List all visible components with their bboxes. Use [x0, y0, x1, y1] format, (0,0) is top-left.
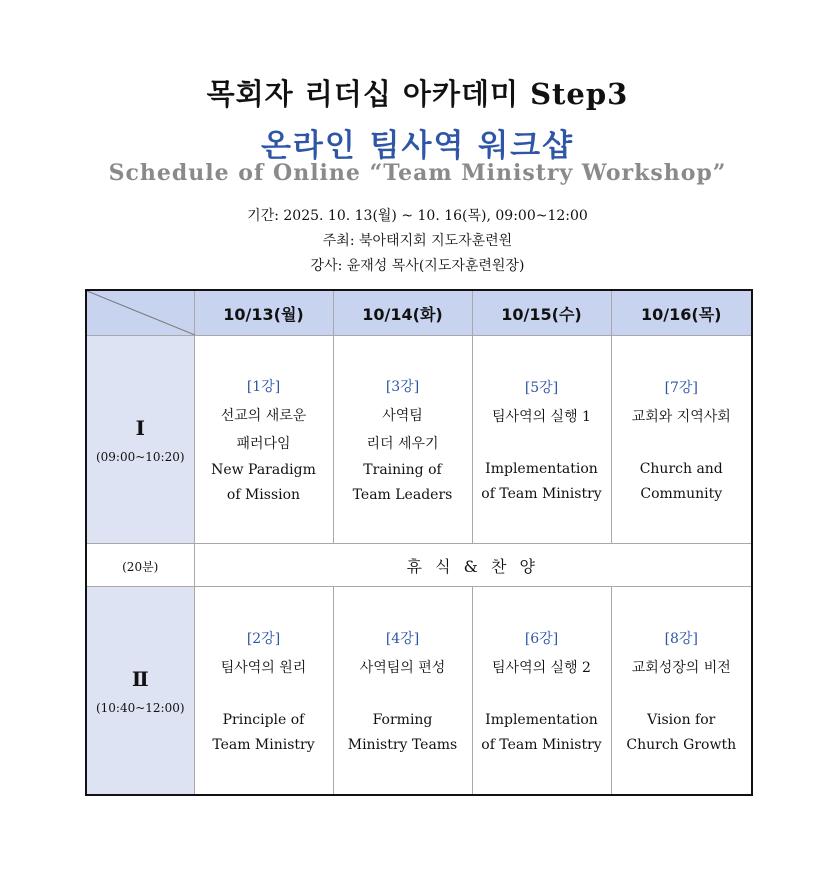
- day-header: 10/15(수): [472, 290, 611, 336]
- lecture-number: [2강]: [246, 630, 281, 647]
- lecture-title-eng: of Mission: [226, 486, 301, 503]
- break-label: 휴 식 & 찬 양: [194, 544, 752, 587]
- break-duration: (20분): [86, 544, 194, 587]
- lecture-number: [8강]: [664, 630, 698, 647]
- lecture-cell: [611, 336, 752, 544]
- lecture-number: [6강]: [524, 630, 559, 647]
- lecture-title-kor: 리더 세우기: [366, 435, 439, 452]
- page-subtitle: 온라인 팀사역 워크샵: [260, 128, 575, 164]
- day-header: 10/16(목): [611, 290, 752, 336]
- lecture-number: [3강]: [385, 378, 420, 395]
- lecture-title-kor: 사역팀: [382, 407, 423, 424]
- lecture-cell: [194, 336, 333, 544]
- lecture-cell: [472, 587, 611, 796]
- lecture-title-kor: 패러다임: [236, 435, 291, 452]
- lecture-number: [4강]: [385, 630, 420, 647]
- lecture-title-eng: of Team Ministry: [481, 736, 602, 753]
- session-label-cell: [86, 336, 194, 544]
- lecture-number: [5강]: [524, 379, 559, 396]
- lecture-title-eng: Team Ministry: [212, 736, 315, 753]
- session-number: Ⅱ: [131, 666, 149, 691]
- lecture-title-eng: Community: [640, 485, 723, 502]
- lecture-title-eng: Church and: [639, 460, 723, 477]
- lecture-title-eng: of Team Ministry: [481, 485, 602, 502]
- lecture-title-eng: Forming: [372, 711, 433, 728]
- lecture-title-kor: 팀사역의 실행 2: [492, 659, 591, 676]
- english-title: Schedule of Online “Team Ministry Workshop”: [108, 160, 727, 186]
- info-host: 주최: 북아태지회 지도자훈련원: [322, 233, 513, 249]
- session-time: (10:40~12:00): [95, 700, 185, 715]
- lecture-title-eng: Church Growth: [626, 736, 737, 753]
- lecture-title-eng: Implementation: [485, 711, 598, 728]
- header-row: [86, 290, 752, 336]
- lecture-cell: [611, 587, 752, 796]
- lecture-title-eng: Implementation: [485, 460, 598, 477]
- session-number: Ⅰ: [135, 415, 145, 440]
- lecture-title-eng: Training of: [363, 461, 442, 478]
- page-title: 목회자 리더십 아카데미 Step3: [206, 77, 629, 111]
- session-label-cell: [86, 587, 194, 796]
- lecture-title-kor: 선교의 새로운: [220, 407, 307, 424]
- lecture-title-eng: Principle of: [222, 711, 305, 728]
- lecture-title-kor: 팀사역의 원리: [220, 659, 307, 676]
- info-speaker: 강사: 윤재성 목사(지도자훈련원장): [310, 258, 525, 274]
- info-period: 기간: 2025. 10. 13(월) ~ 10. 16(목), 09:00~12:00: [247, 208, 588, 224]
- lecture-title-kor: 팀사역의 실행 1: [492, 408, 591, 425]
- lecture-title-eng: Team Leaders: [352, 486, 453, 503]
- corner-cell: [86, 290, 194, 336]
- lecture-number: [7강]: [664, 379, 698, 396]
- day-header: 10/14(화): [333, 290, 472, 336]
- break-row: [86, 544, 752, 587]
- schedule-table: [85, 289, 753, 796]
- lecture-cell: [194, 587, 333, 796]
- lecture-cell: [333, 587, 472, 796]
- lecture-title-eng: New Paradigm: [211, 461, 316, 478]
- session-row: [86, 587, 752, 796]
- lecture-cell: [333, 336, 472, 544]
- session-time: (09:00~10:20): [95, 449, 185, 464]
- lecture-cell: [472, 336, 611, 544]
- day-header: 10/13(월): [194, 290, 333, 336]
- diagonal-line: [87, 291, 195, 335]
- lecture-title-kor: 사역팀의 편성: [359, 659, 446, 676]
- lecture-title-kor: 교회성장의 비전: [631, 659, 731, 676]
- lecture-title-eng: Ministry Teams: [347, 736, 458, 753]
- lecture-title-eng: Vision for: [647, 711, 716, 728]
- lecture-number: [1강]: [246, 378, 281, 395]
- lecture-title-kor: 교회와 지역사회: [631, 408, 731, 425]
- session-row: [86, 336, 752, 544]
